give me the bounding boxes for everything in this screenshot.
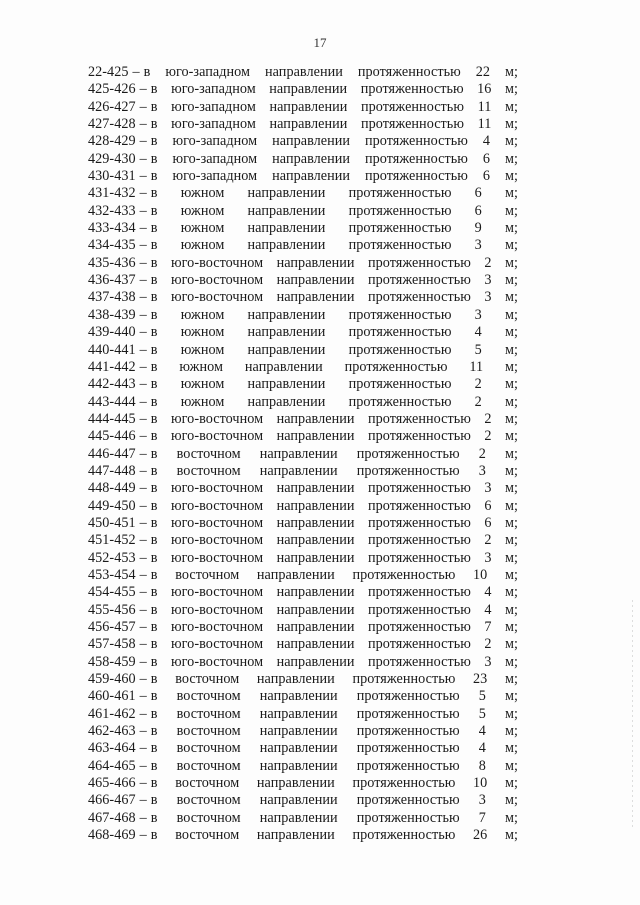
segment-description: в южном направлении протяженностью 4 м;	[150, 324, 518, 341]
list-item	[88, 792, 518, 809]
segment-description: в юго-восточном направлении протяженностью 3 м;	[150, 289, 518, 306]
segment-description: в юго-западном направлении протяженностью 11 м;	[150, 116, 518, 133]
dash-separator: –	[139, 202, 147, 219]
dash-separator: –	[139, 376, 147, 393]
dash-separator: –	[139, 514, 147, 531]
segment-range: 427-428	[88, 116, 136, 133]
list-item	[88, 706, 518, 723]
segment-range: 441-442	[88, 358, 136, 375]
dash-separator: –	[139, 237, 147, 254]
dash-separator: –	[139, 723, 147, 740]
list-item	[88, 758, 518, 775]
segment-range: 433-434	[88, 220, 136, 237]
list-item	[88, 237, 518, 254]
segment-range: 438-439	[88, 306, 136, 323]
dash-separator: –	[139, 462, 147, 479]
segment-description: в юго-западном направлении протяженностью 6 м;	[150, 150, 518, 167]
segment-range: 425-426	[88, 81, 136, 98]
dash-separator: –	[139, 98, 147, 115]
segment-description: в юго-восточном направлении протяженностью 6 м;	[150, 497, 518, 514]
list-item	[88, 133, 518, 150]
list-item	[88, 740, 518, 757]
segment-range: 437-438	[88, 289, 136, 306]
segment-range: 430-431	[88, 168, 136, 185]
dash-separator: –	[139, 480, 147, 497]
segment-range: 458-459	[88, 653, 136, 670]
dash-separator: –	[139, 168, 147, 185]
segment-range: 467-468	[88, 809, 136, 826]
segment-description: в южном направлении протяженностью 11 м;	[150, 358, 518, 375]
segment-description: в юго-восточном направлении протяженностью 3 м;	[150, 549, 518, 566]
page-number: 17	[313, 35, 327, 50]
dash-separator: –	[139, 410, 147, 427]
segment-range: 436-437	[88, 272, 136, 289]
segment-description: в юго-восточном направлении протяженностью 4 м;	[150, 584, 518, 601]
list-item	[88, 428, 518, 445]
list-item	[88, 64, 518, 81]
segment-description: в восточном направлении протяженностью 5 м;	[150, 688, 518, 705]
segment-range: 429-430	[88, 150, 136, 167]
segment-range: 434-435	[88, 237, 136, 254]
dash-separator: –	[139, 116, 147, 133]
segment-range: 453-454	[88, 566, 136, 583]
dash-separator: –	[139, 549, 147, 566]
list-item	[88, 255, 518, 272]
segment-description: в юго-восточном направлении протяженностью 2 м;	[150, 254, 518, 271]
dash-separator: –	[139, 428, 147, 445]
list-item	[88, 567, 518, 584]
dash-separator: –	[139, 653, 147, 670]
list-item	[88, 550, 518, 567]
dash-separator: –	[139, 358, 147, 375]
segment-description: в восточном направлении протяженностью 10 м;	[150, 775, 518, 792]
segment-range: 457-458	[88, 636, 136, 653]
segment-description: в восточном направлении протяженностью 23 м;	[150, 671, 518, 688]
segment-description: в южном направлении протяженностью 6 м;	[150, 202, 518, 219]
segment-description: в южном направлении протяженностью 6 м;	[150, 185, 518, 202]
dash-separator: –	[139, 566, 147, 583]
segment-description: в южном направлении протяженностью 3 м;	[150, 306, 518, 323]
dash-separator: –	[139, 81, 147, 98]
segment-description: в юго-западном направлении протяженностью 16 м;	[150, 81, 518, 98]
list-item	[88, 411, 518, 428]
segment-range: 459-460	[88, 671, 136, 688]
dash-separator: –	[139, 272, 147, 289]
dash-separator: –	[139, 497, 147, 514]
segment-range: 442-443	[88, 376, 136, 393]
segment-range: 452-453	[88, 549, 136, 566]
dash-separator: –	[139, 306, 147, 323]
dash-separator: –	[139, 601, 147, 618]
dash-separator: –	[139, 671, 147, 688]
segment-range: 446-447	[88, 445, 136, 462]
segment-description: в восточном направлении протяженностью 4 м;	[150, 723, 518, 740]
list-item	[88, 810, 518, 827]
segment-description: в юго-западном направлении протяженностью 6 м;	[150, 168, 518, 185]
segment-range: 448-449	[88, 480, 136, 497]
segment-description: в южном направлении протяженностью 2 м;	[150, 376, 518, 393]
segment-description: в южном направлении протяженностью 2 м;	[150, 393, 518, 410]
dash-separator: –	[139, 185, 147, 202]
list-item	[88, 151, 518, 168]
segment-description: в восточном направлении протяженностью 4 м;	[150, 740, 518, 757]
list-item	[88, 376, 518, 393]
segment-description: в юго-восточном направлении протяженностью 7 м;	[150, 619, 518, 635]
segment-range: 456-457	[88, 619, 136, 635]
segment-range: 449-450	[88, 497, 136, 514]
list-item	[88, 671, 518, 688]
segment-range: 460-461	[88, 688, 136, 705]
segment-range: 463-464	[88, 740, 136, 757]
segment-description: в юго-восточном направлении протяженностью 3 м;	[150, 480, 518, 497]
segment-description: в восточном направлении протяженностью 7 м;	[150, 809, 518, 826]
list-item	[88, 463, 518, 480]
segment-range: 462-463	[88, 723, 136, 740]
list-item	[88, 99, 518, 116]
dash-separator: –	[139, 393, 147, 410]
list-item	[88, 723, 518, 740]
list-item	[88, 220, 518, 237]
list-item	[88, 324, 518, 341]
segment-range: 454-455	[88, 584, 136, 601]
dash-separator: –	[139, 688, 147, 705]
segment-description: в юго-восточном направлении протяженностью 6 м;	[150, 514, 518, 531]
dash-separator: –	[139, 792, 147, 809]
list-item	[88, 81, 518, 98]
list-item	[88, 203, 518, 220]
scan-margin-mark	[632, 600, 633, 830]
segment-description: в восточном направлении протяженностью 26 м;	[150, 827, 518, 844]
segment-description: в юго-восточном направлении протяженностью 2 м;	[150, 428, 518, 445]
segment-range: 431-432	[88, 185, 136, 202]
list-item	[88, 515, 518, 532]
segment-description: в южном направлении протяженностью 5 м;	[150, 341, 518, 358]
segment-description: в юго-восточном направлении протяженностью 2 м;	[150, 532, 518, 549]
list-item	[88, 168, 518, 185]
dash-separator: –	[132, 64, 140, 80]
segment-range: 444-445	[88, 410, 136, 427]
segment-range: 22-425	[88, 64, 129, 80]
list-item	[88, 532, 518, 549]
list-item	[88, 480, 518, 497]
list-item	[88, 342, 518, 359]
segment-description: в юго-восточном направлении протяженностью 3 м;	[150, 653, 518, 670]
dash-separator: –	[139, 324, 147, 341]
dash-separator: –	[139, 532, 147, 549]
list-item	[88, 688, 518, 705]
dash-separator: –	[139, 636, 147, 653]
dash-separator: –	[139, 584, 147, 601]
segment-range: 468-469	[88, 827, 136, 844]
segment-range: 432-433	[88, 202, 136, 219]
list-item	[88, 827, 518, 844]
list-item	[88, 307, 518, 324]
list-item	[88, 584, 518, 601]
dash-separator: –	[139, 445, 147, 462]
list-item	[88, 289, 518, 306]
segment-description: в восточном направлении протяженностью 10 м;	[150, 566, 518, 583]
segment-description: в восточном направлении протяженностью 2 м;	[150, 445, 518, 462]
list-item	[88, 116, 518, 133]
dash-separator: –	[139, 619, 147, 635]
segment-range: 451-452	[88, 532, 136, 549]
dash-separator: –	[139, 289, 147, 306]
segment-description: в восточном направлении протяженностью 3 м;	[150, 792, 518, 809]
segment-range: 428-429	[88, 133, 136, 150]
list-item	[88, 272, 518, 289]
list-item	[88, 394, 518, 411]
boundary-description-list	[88, 64, 518, 844]
segment-description: в юго-восточном направлении протяженностью 2 м;	[150, 410, 518, 427]
segment-range: 466-467	[88, 792, 136, 809]
dash-separator: –	[139, 133, 147, 150]
list-item	[88, 775, 518, 792]
list-item	[88, 602, 518, 619]
dash-separator: –	[139, 341, 147, 358]
segment-description: в юго-западном направлении протяженностью 11 м;	[150, 98, 518, 115]
segment-range: 435-436	[88, 254, 136, 271]
segment-range: 464-465	[88, 757, 136, 774]
segment-range: 439-440	[88, 324, 136, 341]
segment-range: 440-441	[88, 341, 136, 358]
dash-separator: –	[139, 740, 147, 757]
segment-range: 461-462	[88, 705, 136, 722]
list-item	[88, 446, 518, 463]
segment-description: в юго-западном направлении протяженностью 22 м;	[143, 64, 518, 80]
segment-range: 445-446	[88, 428, 136, 445]
dash-separator: –	[139, 254, 147, 271]
dash-separator: –	[139, 809, 147, 826]
segment-description: в юго-восточном направлении протяженностью 4 м;	[150, 601, 518, 618]
dash-separator: –	[139, 705, 147, 722]
dash-separator: –	[139, 775, 147, 792]
segment-range: 455-456	[88, 601, 136, 618]
dash-separator: –	[139, 220, 147, 237]
segment-description: в юго-восточном направлении протяженностью 2 м;	[150, 636, 518, 653]
segment-range: 443-444	[88, 393, 136, 410]
list-item	[88, 185, 518, 202]
list-item	[88, 498, 518, 515]
segment-description: в восточном направлении протяженностью 5 м;	[150, 705, 518, 722]
list-item	[88, 619, 518, 636]
list-item	[88, 654, 518, 671]
segment-description: в юго-восточном направлении протяженностью 3 м;	[150, 272, 518, 289]
segment-description: в восточном направлении протяженностью 8 м;	[150, 757, 518, 774]
segment-description: в южном направлении протяженностью 3 м;	[150, 237, 518, 254]
segment-range: 447-448	[88, 462, 136, 479]
segment-description: в восточном направлении протяженностью 3 м;	[150, 462, 518, 479]
segment-range: 450-451	[88, 514, 136, 531]
dash-separator: –	[139, 827, 147, 844]
segment-range: 465-466	[88, 775, 136, 792]
segment-description: в южном направлении протяженностью 9 м;	[150, 220, 518, 237]
segment-range: 426-427	[88, 98, 136, 115]
segment-description: в юго-западном направлении протяженностью 4 м;	[150, 133, 518, 150]
dash-separator: –	[139, 757, 147, 774]
dash-separator: –	[139, 150, 147, 167]
list-item	[88, 636, 518, 653]
list-item	[88, 359, 518, 376]
